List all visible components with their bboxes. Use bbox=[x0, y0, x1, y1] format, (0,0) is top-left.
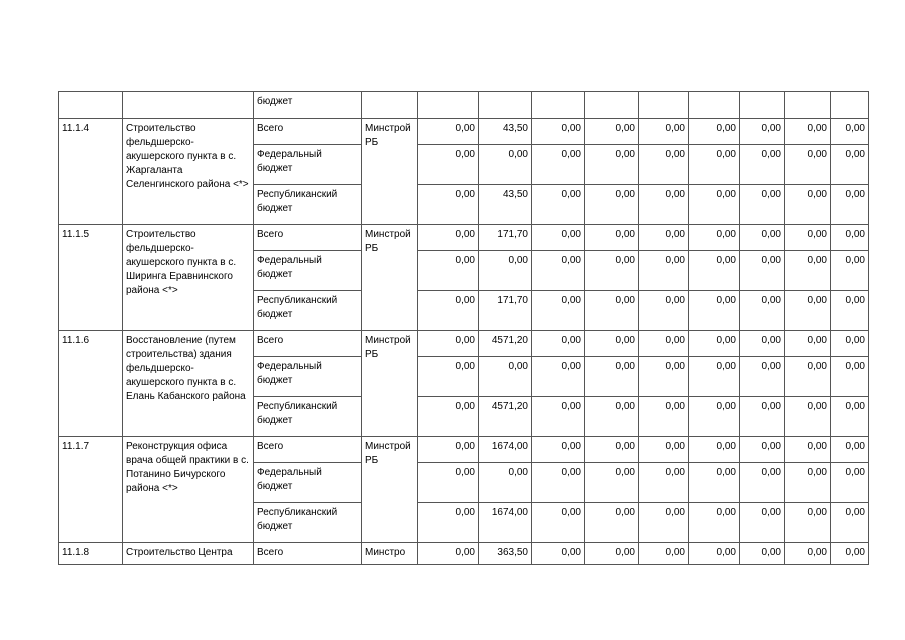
table-row bbox=[59, 92, 869, 119]
value-cell: 0,00 bbox=[585, 397, 639, 437]
value-cell: 0,00 bbox=[418, 145, 479, 185]
value-cell: 0,00 bbox=[532, 463, 585, 503]
value-cell: 0,00 bbox=[689, 119, 740, 145]
value-cell: 0,00 bbox=[479, 463, 532, 503]
name-cell: Реконструкция офиса врача общей практики в с. Потанино Бичурского района <*> bbox=[123, 437, 254, 543]
table-row bbox=[59, 543, 869, 565]
value-cell: 0,00 bbox=[740, 463, 785, 503]
value-cell: 0,00 bbox=[740, 331, 785, 357]
value-cell: 0,00 bbox=[639, 291, 689, 331]
value-cell: 0,00 bbox=[689, 225, 740, 251]
value-cell: 0,00 bbox=[740, 225, 785, 251]
value-cell: 0,00 bbox=[831, 437, 869, 463]
value-cell: 0,00 bbox=[585, 291, 639, 331]
value-cell: 0,00 bbox=[418, 357, 479, 397]
value-cell: 0,00 bbox=[479, 357, 532, 397]
table-row bbox=[59, 119, 869, 145]
value-cell: 0,00 bbox=[639, 331, 689, 357]
value-cell: 0,00 bbox=[418, 251, 479, 291]
value-cell: 0,00 bbox=[418, 437, 479, 463]
executor-cell: Минстро bbox=[362, 543, 418, 565]
value-cell: 0,00 bbox=[831, 185, 869, 225]
value-cell: 0,00 bbox=[585, 437, 639, 463]
value-cell: 0,00 bbox=[639, 225, 689, 251]
value-cell: 0,00 bbox=[785, 251, 831, 291]
source-cell: Республиканский бюджет bbox=[254, 185, 362, 225]
value-cell: 0,00 bbox=[532, 225, 585, 251]
source-cell: Федеральный бюджет bbox=[254, 463, 362, 503]
value-cell: 0,00 bbox=[418, 331, 479, 357]
budget-table bbox=[58, 91, 869, 565]
value-cell: 0,00 bbox=[740, 251, 785, 291]
value-cell: 0,00 bbox=[740, 503, 785, 543]
value-cell: 0,00 bbox=[479, 251, 532, 291]
value-cell: 0,00 bbox=[740, 145, 785, 185]
executor-cell: Минстрой РБ bbox=[362, 225, 418, 331]
value-cell: 171,70 bbox=[479, 225, 532, 251]
value-cell: 0,00 bbox=[740, 397, 785, 437]
value-cell: 0,00 bbox=[785, 437, 831, 463]
value-cell: 0,00 bbox=[532, 331, 585, 357]
value-cell: 0,00 bbox=[831, 331, 869, 357]
value-cell: 0,00 bbox=[585, 357, 639, 397]
value-cell: 171,70 bbox=[479, 291, 532, 331]
value-cell: 0,00 bbox=[639, 185, 689, 225]
value-cell: 0,00 bbox=[418, 503, 479, 543]
value-cell: 0,00 bbox=[785, 503, 831, 543]
value-cell: 0,00 bbox=[532, 543, 585, 565]
value-cell: 0,00 bbox=[418, 291, 479, 331]
value-cell: 0,00 bbox=[785, 119, 831, 145]
value-cell: 0,00 bbox=[639, 463, 689, 503]
value-cell: 0,00 bbox=[831, 357, 869, 397]
value-cell: 0,00 bbox=[831, 119, 869, 145]
executor-cell: Минстрой РБ bbox=[362, 331, 418, 437]
value-cell bbox=[785, 92, 831, 119]
value-cell: 0,00 bbox=[585, 185, 639, 225]
value-cell: 0,00 bbox=[689, 503, 740, 543]
value-cell: 0,00 bbox=[639, 357, 689, 397]
value-cell: 0,00 bbox=[689, 357, 740, 397]
name-cell: Строительство фельдшерско-акушерского пункта в с. Ширинга Еравнинского района <*> bbox=[123, 225, 254, 331]
value-cell: 0,00 bbox=[740, 185, 785, 225]
value-cell: 0,00 bbox=[532, 397, 585, 437]
value-cell bbox=[479, 92, 532, 119]
value-cell: 0,00 bbox=[639, 437, 689, 463]
value-cell: 1674,00 bbox=[479, 503, 532, 543]
value-cell: 0,00 bbox=[532, 251, 585, 291]
name-cell: Строительство фельдшерско-акушерского пункта в с. Жаргаланта Селенгинского района <*> bbox=[123, 119, 254, 225]
value-cell: 0,00 bbox=[785, 331, 831, 357]
table-row bbox=[59, 437, 869, 463]
value-cell: 0,00 bbox=[831, 503, 869, 543]
value-cell: 0,00 bbox=[585, 503, 639, 543]
source-cell: Республиканский бюджет bbox=[254, 397, 362, 437]
value-cell: 0,00 bbox=[418, 119, 479, 145]
value-cell: 0,00 bbox=[831, 251, 869, 291]
value-cell: 0,00 bbox=[740, 357, 785, 397]
name-cell bbox=[123, 92, 254, 119]
value-cell: 0,00 bbox=[785, 397, 831, 437]
value-cell: 0,00 bbox=[418, 463, 479, 503]
name-cell: Строительство Центра bbox=[123, 543, 254, 565]
value-cell: 0,00 bbox=[418, 225, 479, 251]
executor-cell bbox=[362, 92, 418, 119]
value-cell: 0,00 bbox=[585, 251, 639, 291]
value-cell: 0,00 bbox=[639, 251, 689, 291]
value-cell: 0,00 bbox=[532, 437, 585, 463]
value-cell: 0,00 bbox=[689, 543, 740, 565]
value-cell: 0,00 bbox=[532, 145, 585, 185]
source-cell: бюджет bbox=[254, 92, 362, 119]
table-body bbox=[59, 92, 869, 565]
value-cell: 0,00 bbox=[785, 185, 831, 225]
value-cell: 43,50 bbox=[479, 185, 532, 225]
source-cell: Республиканский бюджет bbox=[254, 291, 362, 331]
table-row bbox=[59, 331, 869, 357]
value-cell: 0,00 bbox=[585, 463, 639, 503]
value-cell: 0,00 bbox=[639, 503, 689, 543]
value-cell: 0,00 bbox=[585, 331, 639, 357]
value-cell: 1674,00 bbox=[479, 437, 532, 463]
source-cell: Всего bbox=[254, 543, 362, 565]
value-cell bbox=[689, 92, 740, 119]
value-cell: 363,50 bbox=[479, 543, 532, 565]
value-cell: 4571,20 bbox=[479, 331, 532, 357]
value-cell: 0,00 bbox=[785, 225, 831, 251]
value-cell: 0,00 bbox=[831, 145, 869, 185]
code-cell: 11.1.8 bbox=[59, 543, 123, 565]
value-cell: 0,00 bbox=[740, 119, 785, 145]
source-cell: Всего bbox=[254, 331, 362, 357]
value-cell: 4571,20 bbox=[479, 397, 532, 437]
value-cell: 0,00 bbox=[785, 543, 831, 565]
value-cell: 0,00 bbox=[689, 145, 740, 185]
value-cell: 0,00 bbox=[639, 119, 689, 145]
value-cell: 0,00 bbox=[639, 543, 689, 565]
value-cell: 0,00 bbox=[689, 437, 740, 463]
value-cell: 0,00 bbox=[689, 331, 740, 357]
value-cell bbox=[532, 92, 585, 119]
code-cell: 11.1.4 bbox=[59, 119, 123, 225]
source-cell: Всего bbox=[254, 437, 362, 463]
value-cell: 0,00 bbox=[689, 463, 740, 503]
value-cell: 0,00 bbox=[831, 463, 869, 503]
value-cell: 0,00 bbox=[585, 225, 639, 251]
value-cell: 0,00 bbox=[831, 291, 869, 331]
code-cell: 11.1.5 bbox=[59, 225, 123, 331]
value-cell: 0,00 bbox=[785, 357, 831, 397]
code-cell: 11.1.7 bbox=[59, 437, 123, 543]
value-cell: 0,00 bbox=[740, 291, 785, 331]
value-cell: 0,00 bbox=[785, 145, 831, 185]
value-cell: 0,00 bbox=[532, 357, 585, 397]
value-cell: 43,50 bbox=[479, 119, 532, 145]
value-cell: 0,00 bbox=[689, 185, 740, 225]
executor-cell: Минстрой РБ bbox=[362, 437, 418, 543]
name-cell: Восстановление (путем строительства) здания фельдшерско-акушерского пункта в с. Елань Кабанского района bbox=[123, 331, 254, 437]
value-cell: 0,00 bbox=[418, 397, 479, 437]
value-cell: 0,00 bbox=[479, 145, 532, 185]
value-cell: 0,00 bbox=[639, 145, 689, 185]
source-cell: Республиканский бюджет bbox=[254, 503, 362, 543]
value-cell: 0,00 bbox=[639, 397, 689, 437]
value-cell: 0,00 bbox=[831, 543, 869, 565]
executor-cell: Минстрой РБ bbox=[362, 119, 418, 225]
code-cell: 11.1.6 bbox=[59, 331, 123, 437]
value-cell: 0,00 bbox=[532, 119, 585, 145]
value-cell: 0,00 bbox=[689, 397, 740, 437]
value-cell bbox=[418, 92, 479, 119]
value-cell: 0,00 bbox=[532, 185, 585, 225]
source-cell: Федеральный бюджет bbox=[254, 145, 362, 185]
value-cell: 0,00 bbox=[689, 291, 740, 331]
value-cell: 0,00 bbox=[585, 543, 639, 565]
value-cell: 0,00 bbox=[831, 397, 869, 437]
value-cell bbox=[639, 92, 689, 119]
value-cell: 0,00 bbox=[785, 291, 831, 331]
value-cell: 0,00 bbox=[532, 291, 585, 331]
table-row bbox=[59, 225, 869, 251]
value-cell: 0,00 bbox=[532, 503, 585, 543]
value-cell: 0,00 bbox=[740, 437, 785, 463]
value-cell: 0,00 bbox=[785, 463, 831, 503]
value-cell: 0,00 bbox=[689, 251, 740, 291]
value-cell: 0,00 bbox=[831, 225, 869, 251]
source-cell: Всего bbox=[254, 119, 362, 145]
value-cell: 0,00 bbox=[740, 543, 785, 565]
source-cell: Федеральный бюджет bbox=[254, 357, 362, 397]
value-cell: 0,00 bbox=[585, 145, 639, 185]
value-cell bbox=[740, 92, 785, 119]
value-cell: 0,00 bbox=[418, 185, 479, 225]
value-cell: 0,00 bbox=[585, 119, 639, 145]
source-cell: Федеральный бюджет bbox=[254, 251, 362, 291]
value-cell bbox=[585, 92, 639, 119]
value-cell bbox=[831, 92, 869, 119]
source-cell: Всего bbox=[254, 225, 362, 251]
value-cell: 0,00 bbox=[418, 543, 479, 565]
code-cell bbox=[59, 92, 123, 119]
